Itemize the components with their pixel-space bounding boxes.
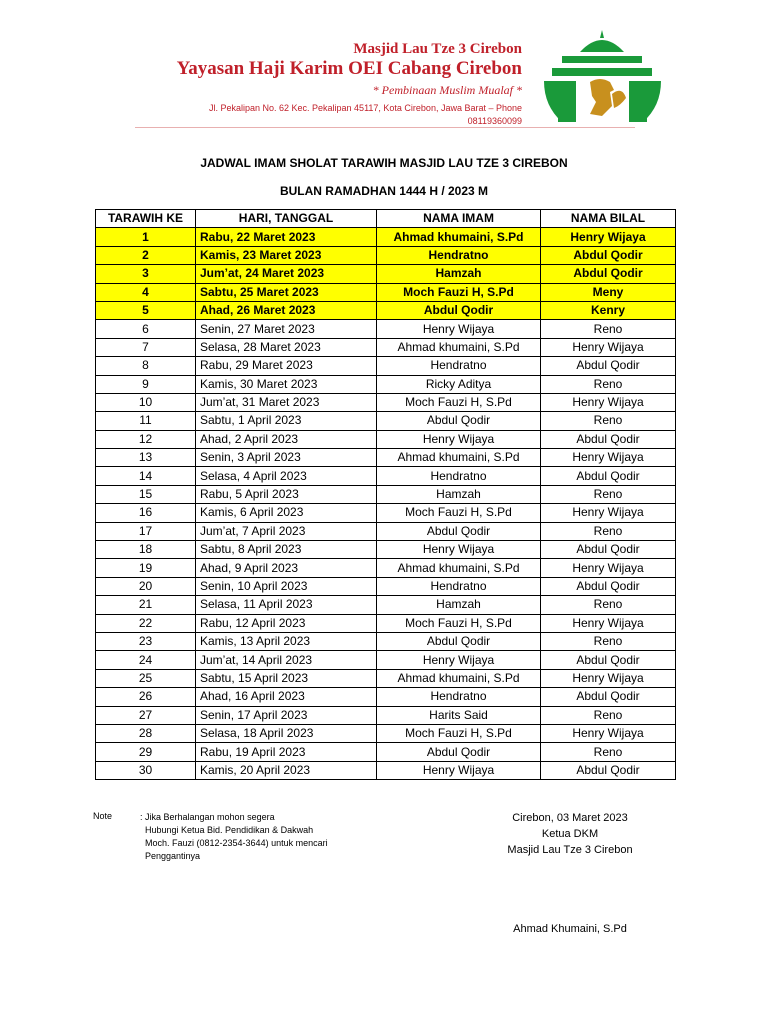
cell-hari-tanggal: Ahad, 9 April 2023 [196, 559, 377, 577]
cell-tarawih-ke: 7 [96, 338, 196, 356]
signer-org: Masjid Lau Tze 3 Cirebon [507, 844, 633, 856]
cell-nama-bilal: Abdul Qodir [541, 430, 676, 448]
cell-nama-bilal: Henry Wijaya [541, 338, 676, 356]
table-row [96, 559, 676, 577]
cell-hari-tanggal: Rabu, 22 Maret 2023 [196, 228, 377, 246]
cell-nama-bilal: Abdul Qodir [541, 761, 676, 779]
cell-nama-bilal: Meny [541, 283, 676, 301]
cell-nama-imam: Henry Wijaya [377, 651, 541, 669]
cell-nama-imam: Moch Fauzi H, S.Pd [377, 724, 541, 742]
cell-tarawih-ke: 24 [96, 651, 196, 669]
address: Jl. Pekalipan No. 62 Kec. Pekalipan 45117, Kota Cirebon, Jawa Barat – Phone [208, 103, 522, 113]
table-row [96, 632, 676, 650]
cell-nama-imam: Hendratno [377, 467, 541, 485]
cell-hari-tanggal: Sabtu, 15 April 2023 [196, 669, 377, 687]
cell-nama-imam: Henry Wijaya [377, 320, 541, 338]
tagline: * Pembinaan Muslim Mualaf * [372, 83, 522, 97]
cell-nama-bilal: Henry Wijaya [541, 393, 676, 411]
cell-hari-tanggal: Kamis, 6 April 2023 [196, 504, 377, 522]
cell-tarawih-ke: 25 [96, 669, 196, 687]
cell-tarawih-ke: 9 [96, 375, 196, 393]
cell-tarawih-ke: 1 [96, 228, 196, 246]
cell-nama-bilal: Henry Wijaya [541, 228, 676, 246]
cell-tarawih-ke: 16 [96, 504, 196, 522]
cell-hari-tanggal: Ahad, 26 Maret 2023 [196, 301, 377, 319]
cell-tarawih-ke: 4 [96, 283, 196, 301]
cell-tarawih-ke: 5 [96, 301, 196, 319]
note-line: Hubungi Ketua Bid. Pendidikan & Dakwah [145, 825, 314, 835]
cell-hari-tanggal: Senin, 10 April 2023 [196, 577, 377, 595]
cell-nama-bilal: Reno [541, 320, 676, 338]
cell-nama-bilal: Henry Wijaya [541, 724, 676, 742]
table-row [96, 375, 676, 393]
cell-tarawih-ke: 28 [96, 724, 196, 742]
cell-hari-tanggal: Senin, 3 April 2023 [196, 449, 377, 467]
cell-nama-imam: Abdul Qodir [377, 743, 541, 761]
cell-nama-bilal: Reno [541, 485, 676, 503]
cell-hari-tanggal: Senin, 17 April 2023 [196, 706, 377, 724]
cell-nama-bilal: Abdul Qodir [541, 688, 676, 706]
cell-nama-imam: Harits Said [377, 706, 541, 724]
cell-tarawih-ke: 10 [96, 393, 196, 411]
cell-hari-tanggal: Kamis, 30 Maret 2023 [196, 375, 377, 393]
cell-nama-bilal: Henry Wijaya [541, 669, 676, 687]
cell-hari-tanggal: Jum’at, 14 April 2023 [196, 651, 377, 669]
table-row [96, 393, 676, 411]
cell-tarawih-ke: 22 [96, 614, 196, 632]
signer-role: Ketua DKM [541, 828, 599, 840]
cell-tarawih-ke: 18 [96, 541, 196, 559]
table-row [96, 706, 676, 724]
table-header-row [96, 210, 676, 228]
table-row [96, 669, 676, 687]
cell-tarawih-ke: 30 [96, 761, 196, 779]
cell-nama-imam: Henry Wijaya [377, 761, 541, 779]
cell-tarawih-ke: 6 [96, 320, 196, 338]
cell-hari-tanggal: Selasa, 18 April 2023 [196, 724, 377, 742]
cell-nama-imam: Moch Fauzi H, S.Pd [377, 283, 541, 301]
foundation-name: Yayasan Haji Karim OEI Cabang Cirebon [176, 58, 522, 79]
cell-hari-tanggal: Sabtu, 1 April 2023 [196, 412, 377, 430]
table-row [96, 283, 676, 301]
cell-nama-imam: Ricky Aditya [377, 375, 541, 393]
table-row [96, 320, 676, 338]
table-row [96, 688, 676, 706]
cell-nama-bilal: Abdul Qodir [541, 467, 676, 485]
cell-nama-bilal: Henry Wijaya [541, 614, 676, 632]
cell-nama-imam: Hendratno [377, 357, 541, 375]
cell-nama-bilal: Abdul Qodir [541, 651, 676, 669]
table-row [96, 522, 676, 540]
cell-nama-bilal: Reno [541, 743, 676, 761]
cell-nama-bilal: Reno [541, 706, 676, 724]
cell-hari-tanggal: Selasa, 11 April 2023 [196, 596, 377, 614]
cell-nama-bilal: Abdul Qodir [541, 577, 676, 595]
mosque-name: Masjid Lau Tze 3 Cirebon [353, 41, 522, 57]
signature-block [470, 810, 670, 858]
cell-nama-bilal: Reno [541, 522, 676, 540]
cell-tarawih-ke: 11 [96, 412, 196, 430]
place-date: Cirebon, 03 Maret 2023 [512, 812, 628, 824]
cell-hari-tanggal: Jum’at, 24 Maret 2023 [196, 265, 377, 283]
cell-nama-bilal: Abdul Qodir [541, 541, 676, 559]
table-row [96, 577, 676, 595]
cell-nama-imam: Hamzah [377, 485, 541, 503]
cell-hari-tanggal: Ahad, 2 April 2023 [196, 430, 377, 448]
cell-hari-tanggal: Jum’at, 31 Maret 2023 [196, 393, 377, 411]
cell-hari-tanggal: Rabu, 19 April 2023 [196, 743, 377, 761]
cell-nama-imam: Hamzah [377, 265, 541, 283]
table-row [96, 485, 676, 503]
cell-nama-bilal: Henry Wijaya [541, 449, 676, 467]
cell-nama-bilal: Abdul Qodir [541, 265, 676, 283]
cell-hari-tanggal: Kamis, 13 April 2023 [196, 632, 377, 650]
table-row [96, 301, 676, 319]
table-row [96, 761, 676, 779]
cell-tarawih-ke: 21 [96, 596, 196, 614]
cell-hari-tanggal: Rabu, 12 April 2023 [196, 614, 377, 632]
cell-tarawih-ke: 13 [96, 449, 196, 467]
note-line: : Jika Berhalangan mohon segera [140, 812, 275, 822]
cell-nama-imam: Ahmad khumaini, S.Pd [377, 338, 541, 356]
cell-nama-bilal: Reno [541, 375, 676, 393]
table-row [96, 228, 676, 246]
table-row [96, 467, 676, 485]
note-line: Moch. Fauzi (0812-2354-3644) untuk mencari [145, 838, 328, 848]
cell-hari-tanggal: Rabu, 29 Maret 2023 [196, 357, 377, 375]
cell-nama-imam: Ahmad khumaini, S.Pd [377, 228, 541, 246]
cell-nama-imam: Moch Fauzi H, S.Pd [377, 614, 541, 632]
cell-hari-tanggal: Selasa, 28 Maret 2023 [196, 338, 377, 356]
cell-hari-tanggal: Kamis, 23 Maret 2023 [196, 246, 377, 264]
cell-nama-imam: Abdul Qodir [377, 632, 541, 650]
cell-nama-imam: Hendratno [377, 246, 541, 264]
cell-tarawih-ke: 8 [96, 357, 196, 375]
cell-nama-bilal: Reno [541, 596, 676, 614]
cell-nama-bilal: Reno [541, 632, 676, 650]
table-row [96, 596, 676, 614]
cell-nama-imam: Henry Wijaya [377, 541, 541, 559]
table-row [96, 449, 676, 467]
cell-hari-tanggal: Rabu, 5 April 2023 [196, 485, 377, 503]
note-text [140, 811, 370, 863]
cell-tarawih-ke: 14 [96, 467, 196, 485]
cell-tarawih-ke: 20 [96, 577, 196, 595]
table-row [96, 265, 676, 283]
table-row [96, 430, 676, 448]
header-nama-imam: NAMA IMAM [377, 210, 541, 228]
tarawih-schedule-table [95, 209, 676, 780]
letterhead-text [177, 40, 522, 128]
cell-tarawih-ke: 15 [96, 485, 196, 503]
cell-nama-imam: Abdul Qodir [377, 412, 541, 430]
cell-nama-imam: Hendratno [377, 577, 541, 595]
document-subtitle: BULAN RAMADHAN 1444 H / 2023 M [279, 184, 489, 198]
cell-hari-tanggal: Sabtu, 25 Maret 2023 [196, 283, 377, 301]
table-row [96, 651, 676, 669]
cell-tarawih-ke: 2 [96, 246, 196, 264]
table-row [96, 504, 676, 522]
cell-nama-bilal: Reno [541, 412, 676, 430]
cell-nama-imam: Ahmad khumaini, S.Pd [377, 449, 541, 467]
cell-nama-imam: Abdul Qodir [377, 301, 541, 319]
mosque-dome-logo-icon [540, 26, 665, 122]
table-row [96, 246, 676, 264]
table-row [96, 357, 676, 375]
cell-nama-bilal: Henry Wijaya [541, 559, 676, 577]
header-nama-bilal: NAMA BILAL [541, 210, 676, 228]
phone: 08119360099 [467, 116, 522, 126]
cell-nama-bilal: Henry Wijaya [541, 504, 676, 522]
table-row [96, 743, 676, 761]
cell-nama-bilal: Kenry [541, 301, 676, 319]
table-row [96, 541, 676, 559]
cell-nama-imam: Ahmad khumaini, S.Pd [377, 559, 541, 577]
cell-nama-bilal: Abdul Qodir [541, 357, 676, 375]
cell-hari-tanggal: Jum’at, 7 April 2023 [196, 522, 377, 540]
document-title: JADWAL IMAM SHOLAT TARAWIH MASJID LAU TZE 3 CIREBON [200, 156, 568, 170]
table-row [96, 338, 676, 356]
note-line: Penggantinya [145, 851, 201, 861]
cell-nama-imam: Moch Fauzi H, S.Pd [377, 393, 541, 411]
cell-hari-tanggal: Kamis, 20 April 2023 [196, 761, 377, 779]
header-hari-tanggal: HARI, TANGGAL [196, 210, 377, 228]
cell-nama-imam: Hamzah [377, 596, 541, 614]
cell-tarawih-ke: 27 [96, 706, 196, 724]
note-label: Note [93, 811, 113, 821]
table-row [96, 614, 676, 632]
cell-nama-bilal: Abdul Qodir [541, 246, 676, 264]
header-tarawih-ke: TARAWIH KE [96, 210, 196, 228]
table-row [96, 412, 676, 430]
cell-tarawih-ke: 3 [96, 265, 196, 283]
cell-hari-tanggal: Selasa, 4 April 2023 [196, 467, 377, 485]
cell-nama-imam: Henry Wijaya [377, 430, 541, 448]
cell-tarawih-ke: 29 [96, 743, 196, 761]
signer-name: Ahmad Khumaini, S.Pd [513, 923, 627, 935]
cell-tarawih-ke: 12 [96, 430, 196, 448]
cell-hari-tanggal: Senin, 27 Maret 2023 [196, 320, 377, 338]
cell-tarawih-ke: 19 [96, 559, 196, 577]
table-row [96, 724, 676, 742]
cell-nama-imam: Ahmad khumaini, S.Pd [377, 669, 541, 687]
cell-nama-imam: Abdul Qodir [377, 522, 541, 540]
cell-hari-tanggal: Sabtu, 8 April 2023 [196, 541, 377, 559]
cell-nama-imam: Hendratno [377, 688, 541, 706]
cell-tarawih-ke: 26 [96, 688, 196, 706]
cell-tarawih-ke: 23 [96, 632, 196, 650]
letterhead [0, 0, 768, 130]
cell-tarawih-ke: 17 [96, 522, 196, 540]
cell-nama-imam: Moch Fauzi H, S.Pd [377, 504, 541, 522]
letterhead-divider [135, 127, 635, 128]
cell-hari-tanggal: Ahad, 16 April 2023 [196, 688, 377, 706]
